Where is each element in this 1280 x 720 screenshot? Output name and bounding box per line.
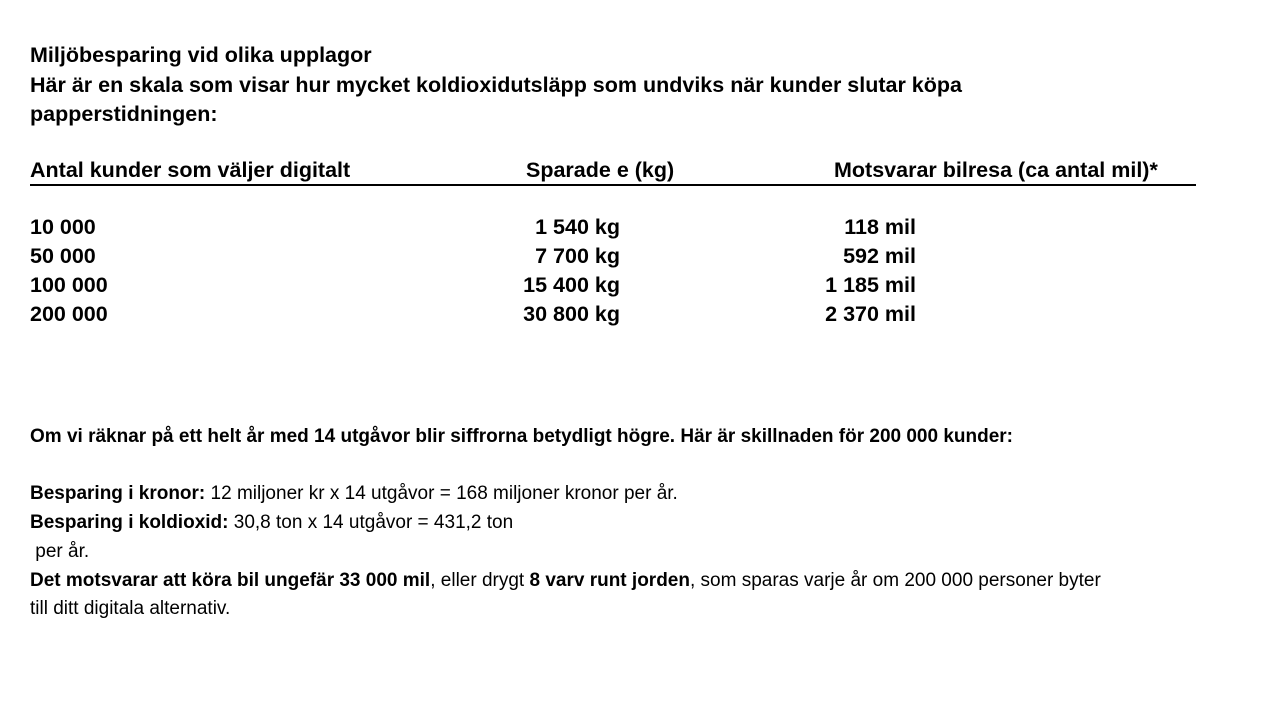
- cell-customers: 100 000: [30, 273, 108, 297]
- table-body: [30, 213, 1030, 329]
- cell-customers: 200 000: [30, 302, 108, 326]
- savings-co2-label: Besparing i koldioxid:: [30, 512, 229, 534]
- cell-saved: 7 700 kg: [535, 244, 620, 268]
- equivalence-laps: 8 varv runt jorden: [529, 569, 690, 591]
- table-row: [30, 213, 1030, 242]
- cell-distance: 2 370 mil: [825, 302, 916, 326]
- equivalence-text-1: , eller drygt: [430, 569, 530, 591]
- equivalence-distance: Det motsvarar att köra bil ungefär 33 000 mil: [30, 569, 431, 591]
- table-row: [30, 271, 1030, 300]
- table-header: [30, 156, 1196, 186]
- cell-distance: 592 mil: [843, 244, 916, 268]
- table-row: [30, 242, 1030, 271]
- column-header-customers: Antal kunder som väljer digitalt: [30, 158, 351, 182]
- cell-distance: 118 mil: [844, 215, 916, 239]
- equivalence-line-2: till ditt digitala alternativ.: [30, 598, 231, 620]
- savings-co2-text: 30,8 ton x 14 utgåvor = 431,2 ton: [228, 512, 514, 534]
- savings-kronor-line: [30, 480, 1260, 509]
- column-header-saved: Sparade e (kg): [526, 158, 675, 182]
- cell-customers: 10 000: [30, 215, 96, 239]
- column-header-distance: Motsvarar bilresa (ca antal mil)*: [834, 158, 1158, 182]
- slide-title: Miljöbesparing vid olika upplagor: [30, 43, 372, 67]
- savings-co2-continuation: per år.: [30, 540, 90, 562]
- equivalence-text-2: , som sparas varje år om 200 000 personer byter: [689, 569, 1101, 591]
- savings-kronor-label: Besparing i kronor:: [30, 483, 206, 505]
- cell-customers: 50 000: [30, 244, 96, 268]
- table-row: [30, 300, 1030, 329]
- savings-co2-line: [30, 509, 1260, 538]
- cell-saved: 30 800 kg: [523, 302, 620, 326]
- slide-subtitle-line2: papperstidningen:: [30, 102, 218, 126]
- slide-subtitle-line1: Här är en skala som visar hur mycket koldioxidutsläpp som undviks när kunder slutar köpa: [30, 72, 962, 97]
- equivalence-line: [30, 567, 1260, 596]
- summary-block: [30, 423, 1260, 624]
- cell-saved: 15 400 kg: [523, 273, 620, 297]
- title-block: [30, 41, 1250, 130]
- cell-distance: 1 185 mil: [825, 273, 916, 297]
- savings-kronor-text: 12 miljoner kr x 14 utgåvor = 168 miljoner kronor per år.: [205, 483, 678, 505]
- cell-saved: 1 540 kg: [535, 215, 620, 239]
- spacer: [30, 452, 1260, 481]
- summary-intro: Om vi räknar på ett helt år med 14 utgåvor blir siffrorna betydligt högre. Här är skillnaden för 200 000 kunder:: [30, 426, 1014, 447]
